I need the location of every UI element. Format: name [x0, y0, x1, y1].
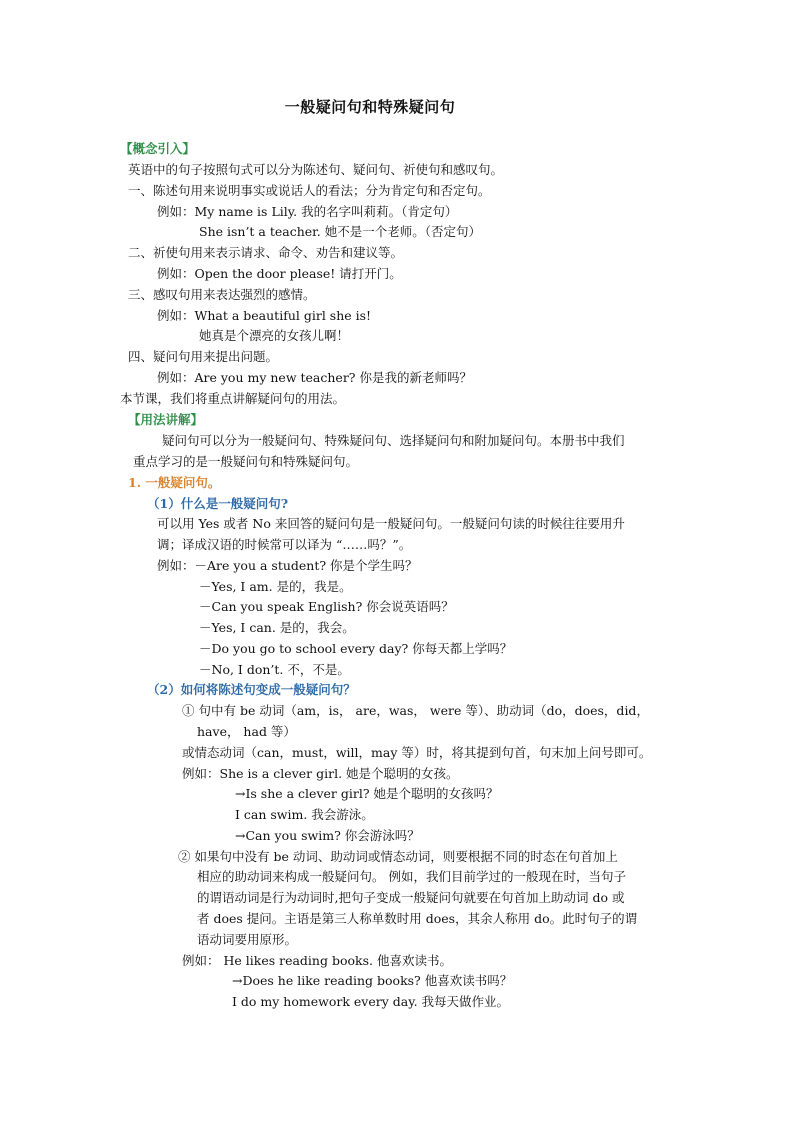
rule-text: 的谓语动词是行为动词时,把句子变成一般疑问句就要在句首加上助动词 do 或 — [197, 890, 625, 905]
example-line: 例如：What a beautiful girl she is! — [157, 308, 372, 323]
example-line: 例如：She is a clever girl. 她是个聪明的女孩。 — [182, 766, 459, 781]
paragraph-usage-intro: 重点学习的是一般疑问句和特殊疑问句。 — [133, 454, 359, 469]
example-line: －Yes, I can. 是的，我会。 — [199, 620, 355, 635]
rule-text: have， had 等） — [197, 724, 296, 739]
section-header-concept: 【概念引入】 — [120, 141, 196, 156]
question-heading: （2）如何将陈述句变成一般疑问句？ — [147, 682, 356, 697]
example-line: 她真是个漂亮的女孩儿啊！ — [199, 328, 350, 343]
section-header-usage: 【用法讲解】 — [128, 412, 204, 427]
example-line: －Yes, I am. 是的，我是。 — [199, 579, 352, 594]
point-imperative: 二、祈使句用来表示请求、命令、劝告和建议等。 — [128, 245, 404, 260]
rule-text: 语动词要用原形。 — [197, 932, 298, 947]
example-line: 例如：Open the door please! 请打开门。 — [157, 266, 402, 281]
rule-text: 者 does 提问。主语是第三人称单数时用 does，其余人称用 do。此时句子的谓 — [197, 911, 638, 926]
example-line: 例如：My name is Lily. 我的名字叫莉莉。（肯定句） — [157, 204, 458, 219]
rule-text: ① 句中有 be 动词（am，is， are，was， were 等）、助动词（do，does，did， — [182, 703, 649, 718]
example-line: →Does he like reading books? 他喜欢读书吗？ — [232, 973, 513, 988]
rule-text: 相应的助动词来构成一般疑问句。 例如，我们目前学过的一般现在时，当句子 — [197, 869, 626, 884]
point-interrogative: 四、疑问句用来提出问题。 — [128, 349, 279, 364]
subsection-heading: 1. 一般疑问句。 — [128, 475, 221, 490]
paragraph-text: 可以用 Yes 或者 No 来回答的疑问句是一般疑问句。一般疑问句读的时候往往要用升 — [157, 516, 625, 531]
example-line: I can swim. 我会游泳。 — [235, 807, 374, 822]
point-exclamatory: 三、感叹句用来表达强烈的感情。 — [128, 287, 316, 302]
paragraph-outro: 本节课，我们将重点讲解疑问句的用法。 — [120, 391, 346, 406]
example-line: →Can you swim? 你会游泳吗？ — [235, 828, 420, 843]
rule-text: ② 如果句中没有 be 动词、助动词或情态动词，则要根据不同的时态在句首加上 — [178, 849, 618, 864]
example-line: →Is she a clever girl? 她是个聪明的女孩吗？ — [235, 786, 499, 801]
rule-text: 或情态动词（can，must，will，may 等）时，将其提到句首，句末加上问号即可。 — [182, 745, 652, 760]
example-line: 例如：Are you my new teacher? 你是我的新老师吗？ — [157, 370, 472, 385]
example-line: －No, I don’t. 不，不是。 — [199, 662, 350, 677]
example-line: She isn’t a teacher. 她不是一个老师。（否定句） — [199, 224, 481, 239]
example-line: 例如：－Are you a student? 你是个学生吗？ — [157, 558, 418, 573]
page-title: 一般疑问句和特殊疑问句 — [284, 98, 456, 116]
example-line: I do my homework every day. 我每天做作业。 — [232, 994, 510, 1009]
example-line: 例如： He likes reading books. 他喜欢读书。 — [182, 953, 452, 968]
point-declarative: 一、陈述句用来说明事实或说话人的看法；分为肯定句和否定句。 — [128, 183, 491, 198]
paragraph-usage-intro: 疑问句可以分为一般疑问句、特殊疑问句、选择疑问句和附加疑问句。本册书中我们 — [162, 433, 625, 448]
paragraph-intro: 英语中的句子按照句式可以分为陈述句、疑问句、祈使句和感叹句。 — [128, 162, 504, 177]
paragraph-text: 调；译成汉语的时候常可以译为 “……吗？”。 — [157, 537, 412, 552]
question-heading: （1）什么是一般疑问句? — [147, 496, 289, 511]
example-line: －Do you go to school every day? 你每天都上学吗？ — [199, 641, 513, 656]
example-line: －Can you speak English? 你会说英语吗？ — [199, 599, 454, 614]
